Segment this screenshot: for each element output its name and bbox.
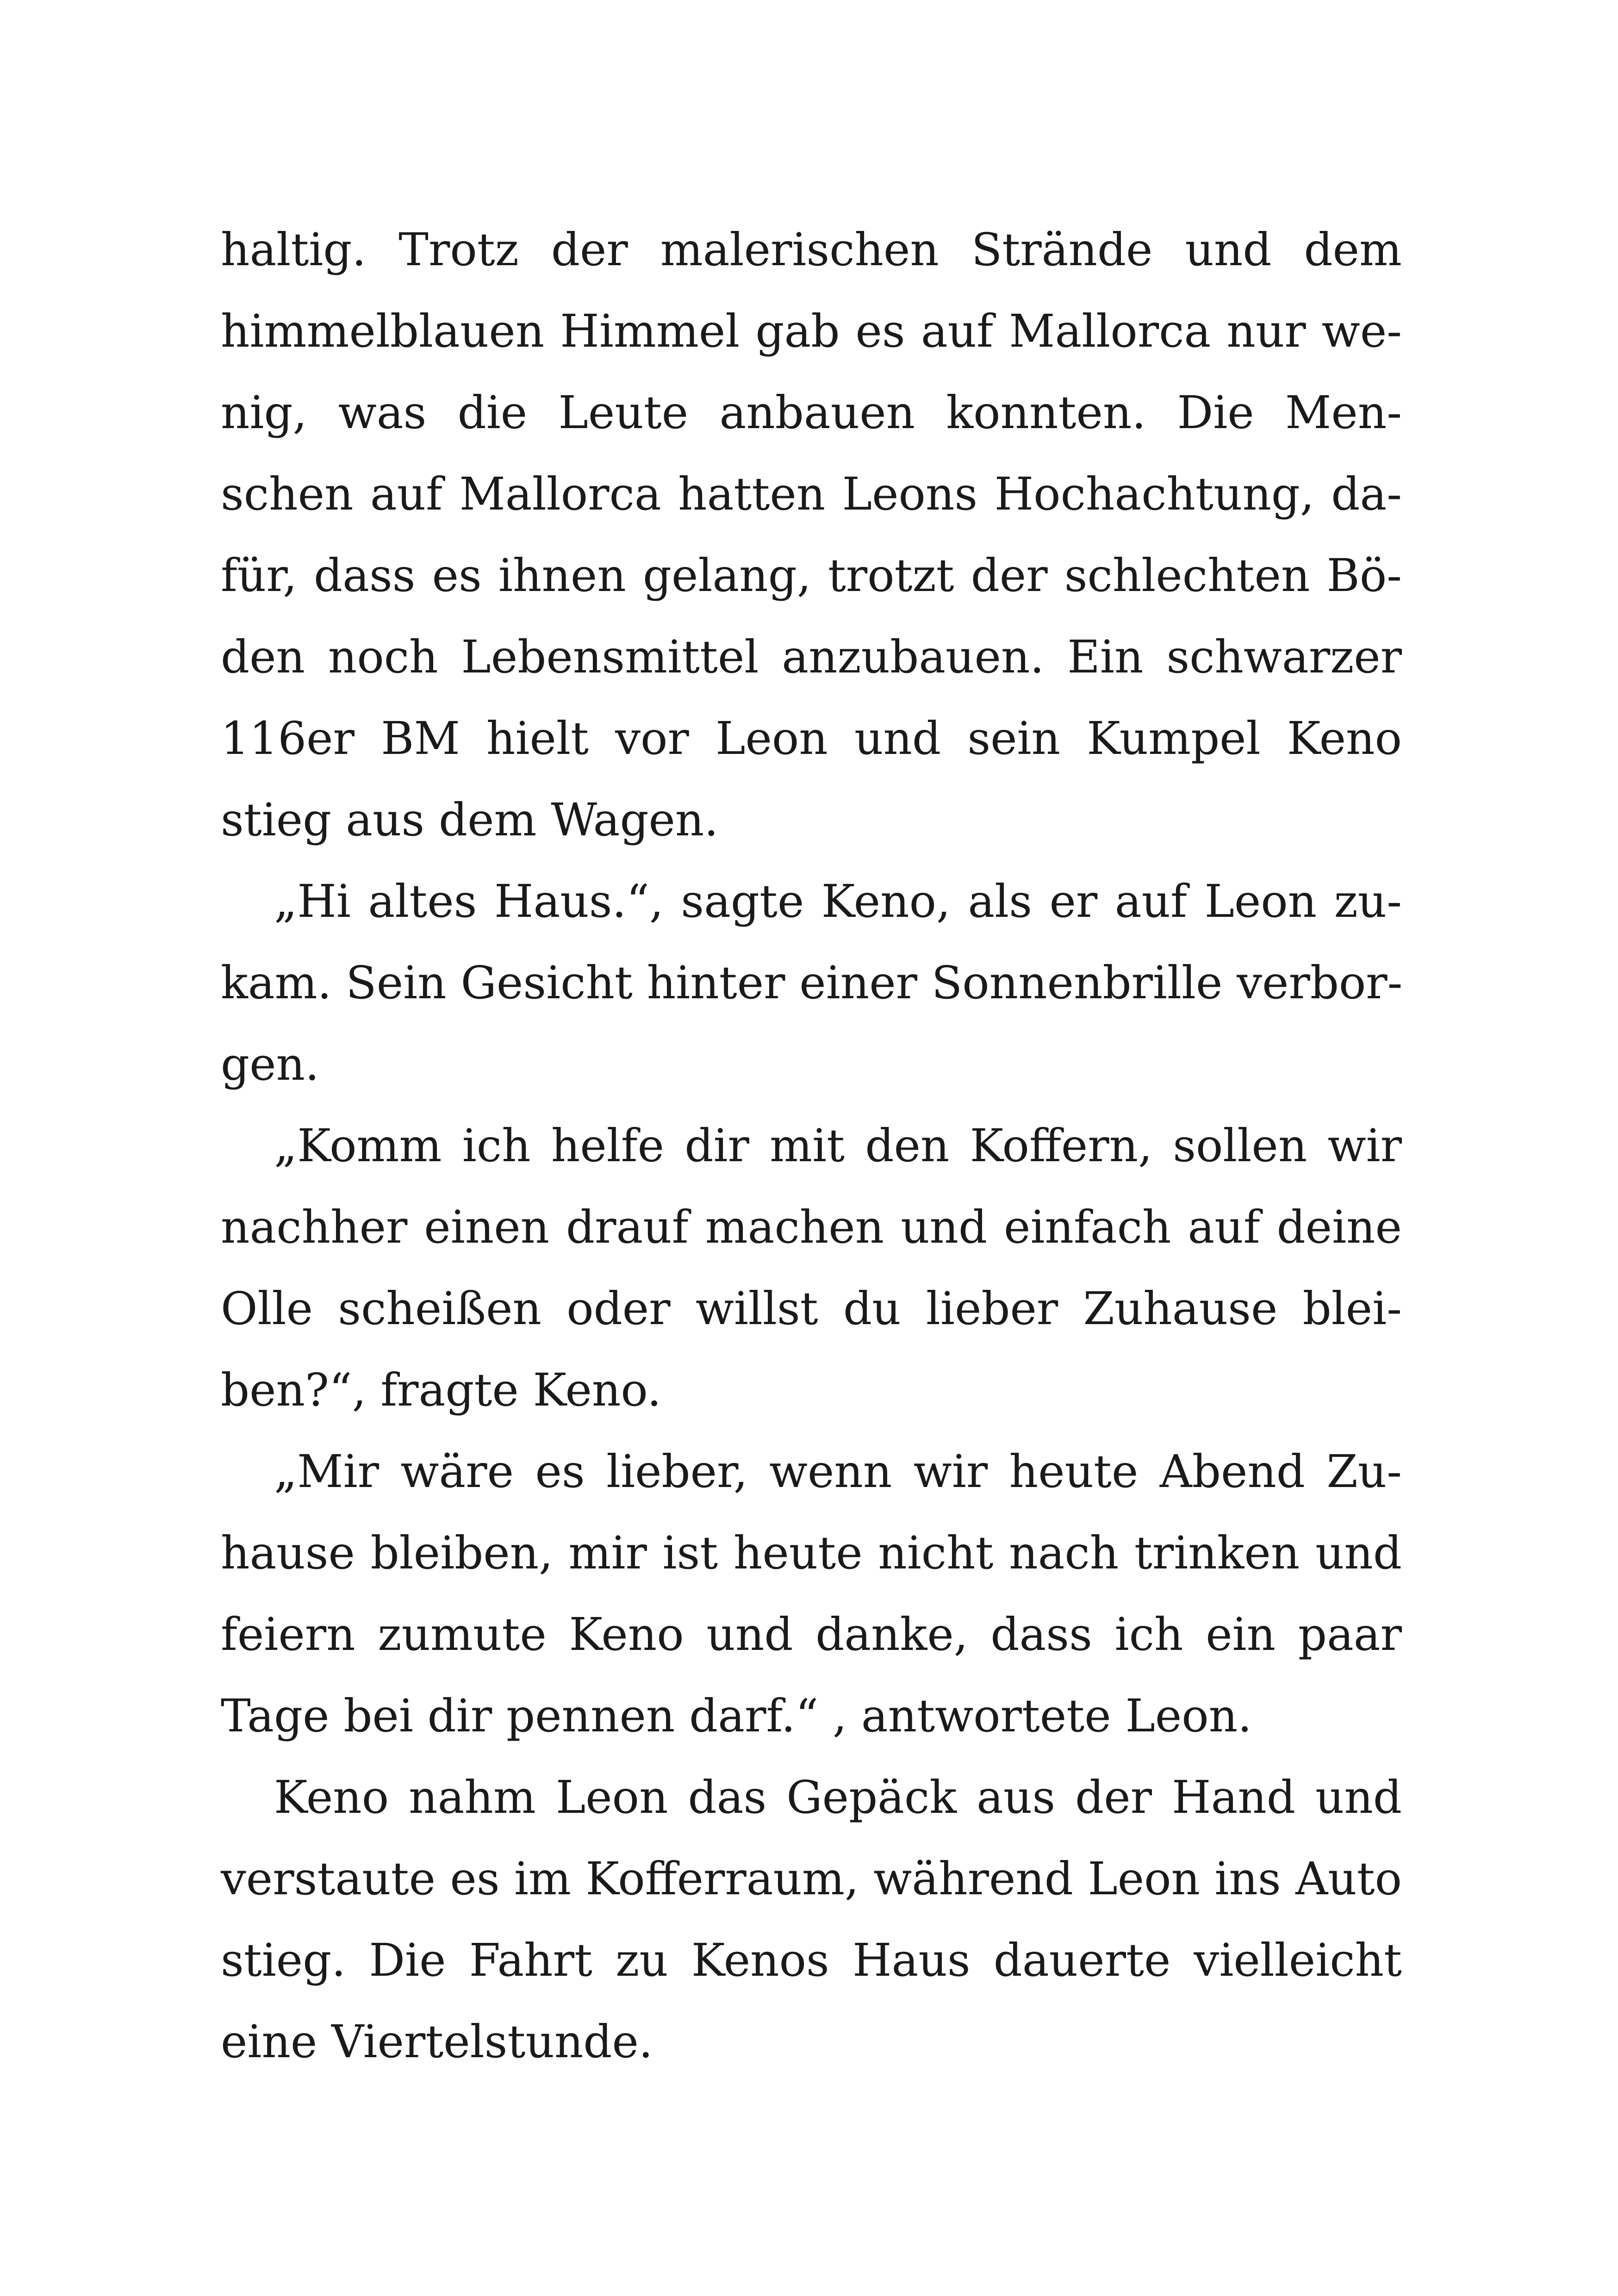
- text-line: hause bleiben, mir ist heute nicht nach trinken und: [221, 1527, 1402, 1579]
- text-line: „Komm ich helfe dir mit den Koffern, sollen wir: [274, 1120, 1402, 1172]
- text-line: gen.: [221, 1038, 319, 1090]
- text-line: stieg. Die Fahrt zu Kenos Haus dauerte vielleicht: [221, 1934, 1402, 1986]
- text-line: für, dass es ihnen gelang, trotzt der schlechten Bö-: [221, 549, 1402, 602]
- paragraph: [221, 1105, 1402, 1431]
- text-line: eine Viertelstunde.: [221, 2016, 653, 2068]
- text-line: 116er BM hielt vor Leon und sein Kumpel Keno: [221, 712, 1402, 765]
- paragraph: [221, 861, 1402, 1105]
- paragraph: [221, 1757, 1402, 2083]
- text-line: Keno nahm Leon das Gepäck aus der Hand und: [274, 1771, 1402, 1823]
- text-line: himmelblauen Himmel gab es auf Mallorca nur we-: [221, 305, 1402, 357]
- text-line: haltig. Trotz der malerischen Strände und dem: [221, 224, 1402, 276]
- text-line: nig, was die Leute anbauen konnten. Die Men-: [221, 386, 1402, 439]
- text-line: kam. Sein Gesicht hinter einer Sonnenbrille verbor-: [221, 957, 1403, 1009]
- text-line: ben?“, fragte Keno.: [221, 1364, 661, 1416]
- text-line: „Hi altes Haus.“, sagte Keno, als er auf Leon zu-: [274, 875, 1402, 927]
- text-line: verstaute es im Kofferraum, während Leon ins Auto: [221, 1853, 1402, 1905]
- text-line: feiern zumute Keno und danke, dass ich ein paar: [221, 1608, 1402, 1661]
- body-text: [221, 209, 1402, 2083]
- text-line: Olle scheißen oder willst du lieber Zuhause blei-: [221, 1282, 1402, 1335]
- text-line: schen auf Mallorca hatten Leons Hochachtung, da-: [221, 468, 1402, 520]
- paragraph: [221, 1431, 1402, 1757]
- paragraph: [221, 209, 1402, 861]
- text-line: stieg aus dem Wagen.: [221, 794, 719, 846]
- text-line: den noch Lebensmittel anzubauen. Ein schwarzer: [221, 631, 1402, 683]
- text-line: „Mir wäre es lieber, wenn wir heute Abend Zu-: [274, 1445, 1402, 1498]
- text-line: Tage bei dir pennen darf.“ , antwortete Leon.: [221, 1690, 1252, 1742]
- text-line: nachher einen drauf machen und einfach auf deine: [221, 1201, 1402, 1253]
